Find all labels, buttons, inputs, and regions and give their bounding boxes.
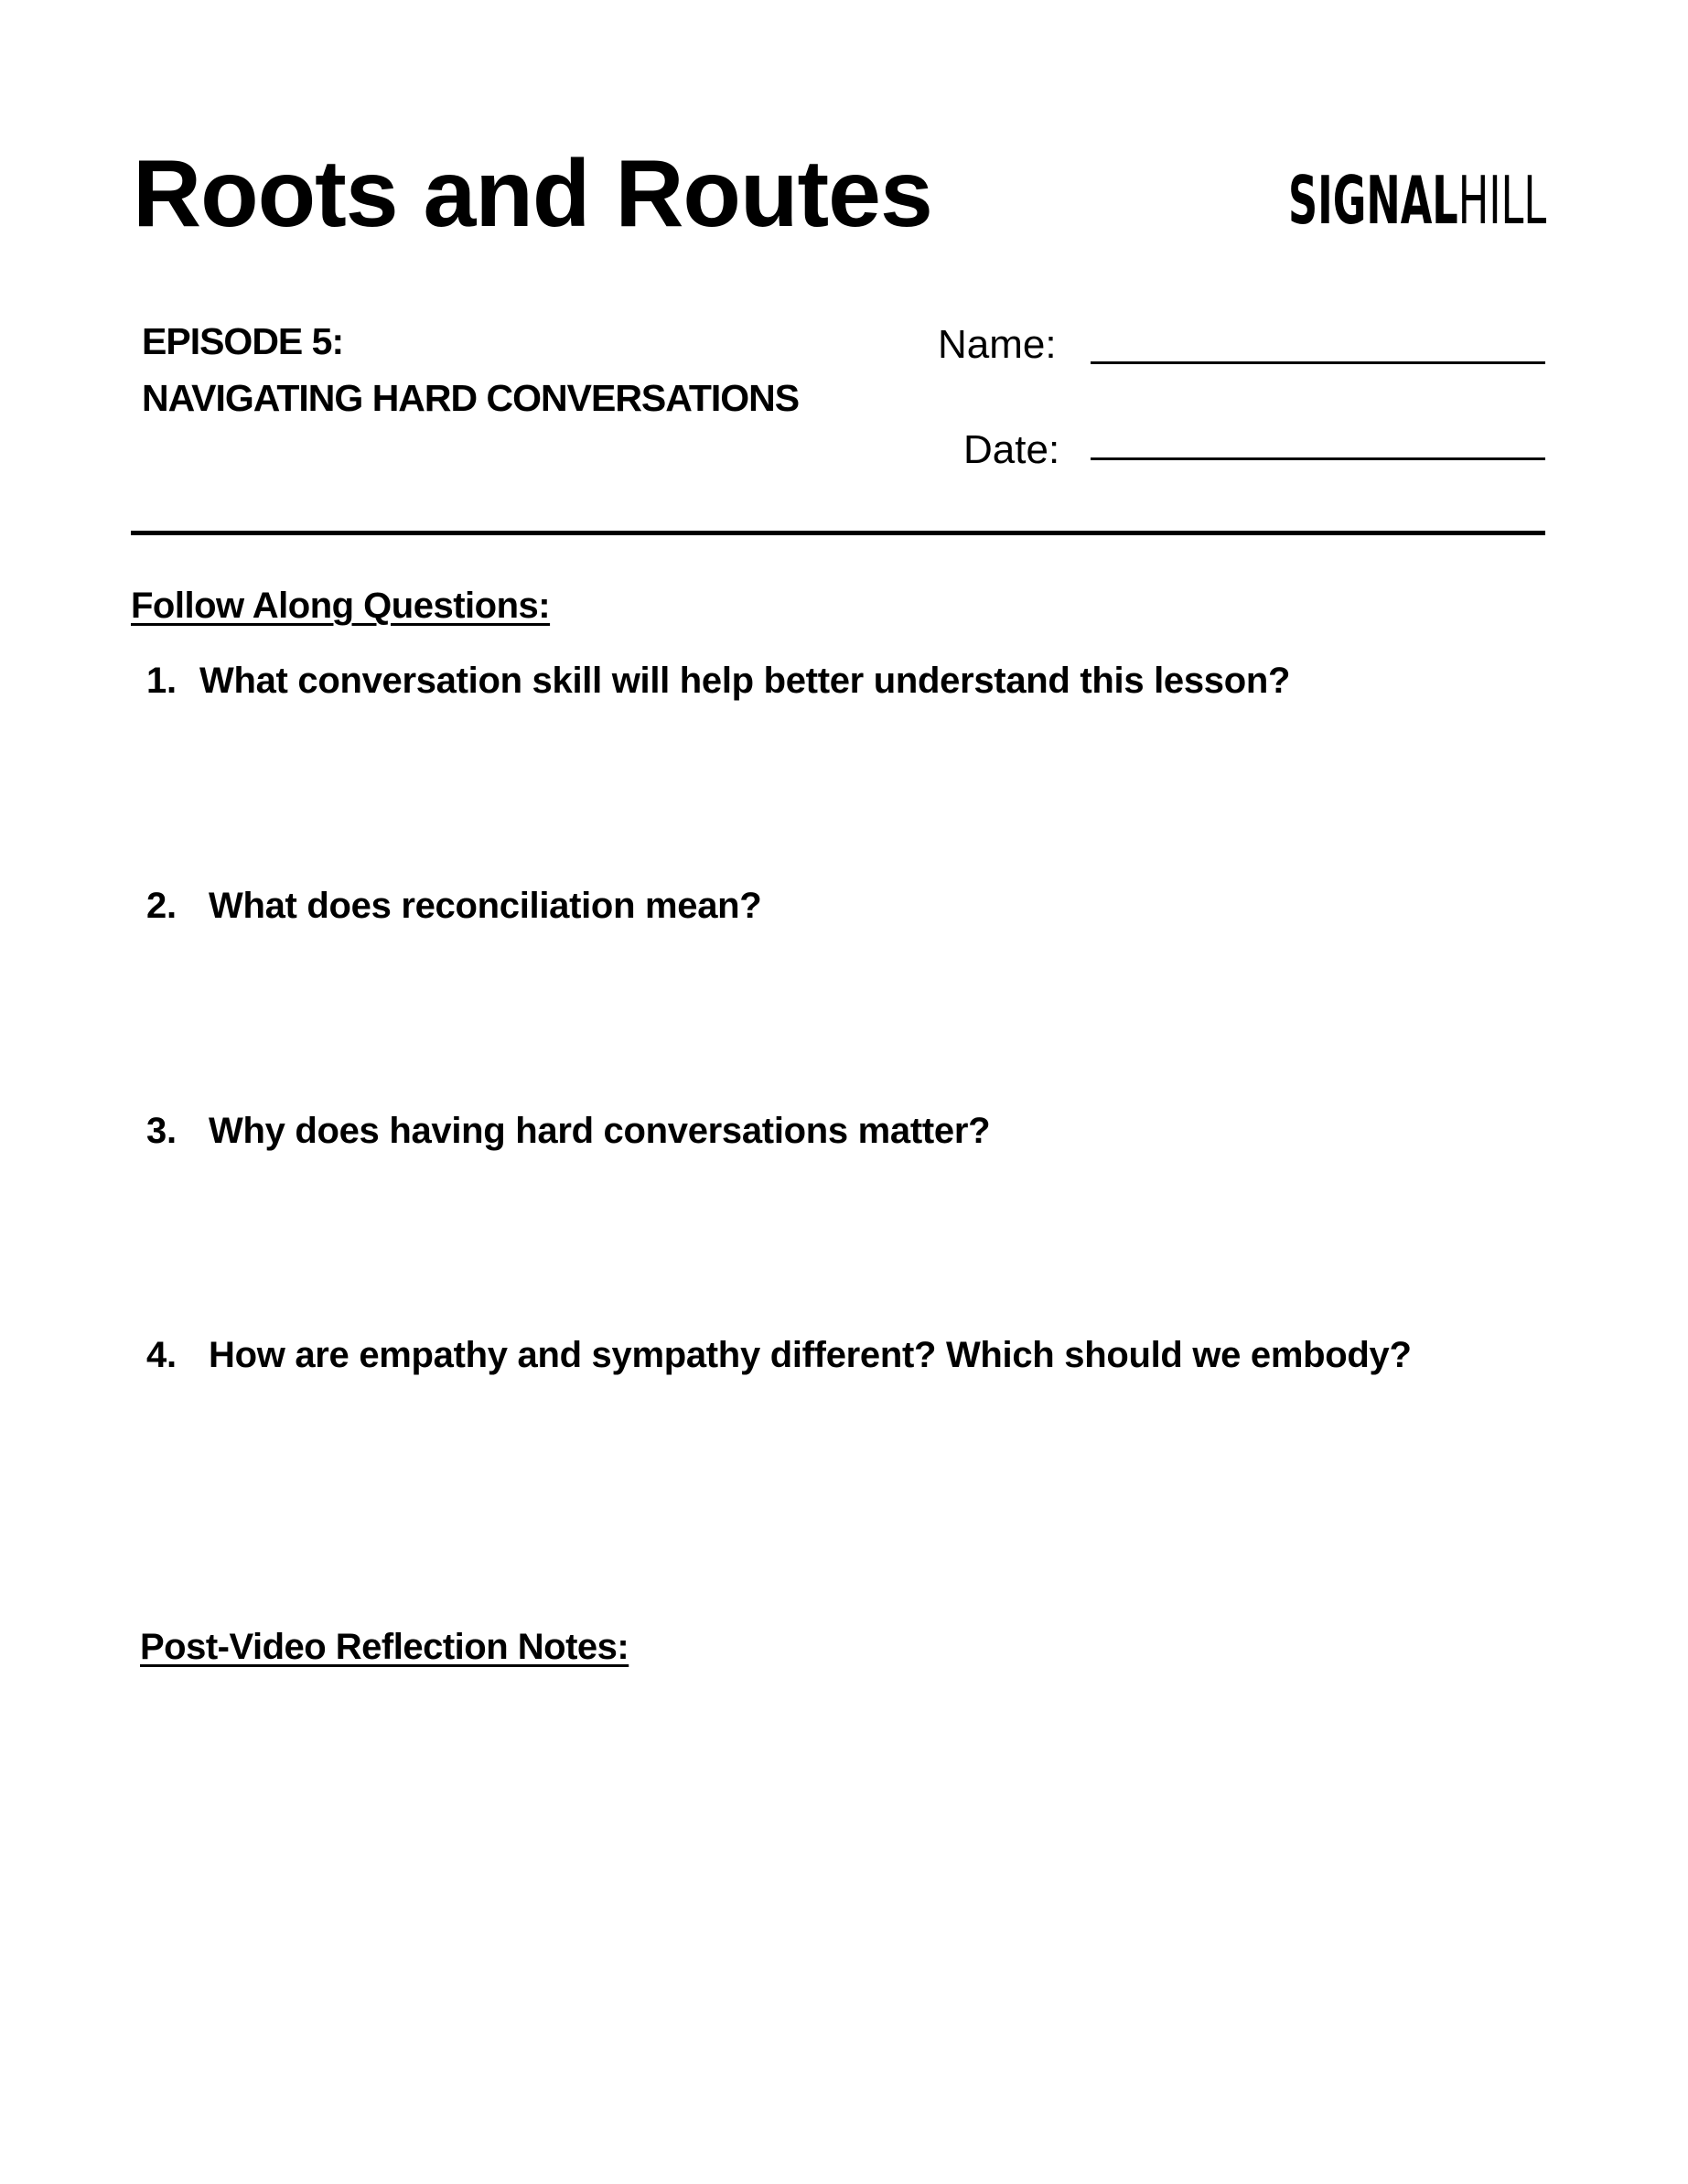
episode-heading — [142, 313, 799, 426]
question-3 — [146, 1113, 990, 1149]
logo-text-hill: HILL — [1457, 162, 1547, 239]
signalhill-logo — [1288, 162, 1547, 239]
question-number: 1. — [146, 661, 177, 701]
follow-along-heading: Follow Along Questions: — [131, 586, 551, 626]
question-number: 3. — [146, 1111, 177, 1151]
question-text: What does reconciliation mean? — [209, 886, 762, 926]
question-text: What conversation skill will help better understand this lesson? — [199, 661, 1291, 701]
date-label: Date: — [963, 427, 1060, 472]
question-text: Why does having hard conversations matter? — [209, 1111, 991, 1151]
logo-text-signal: SIGNAL — [1288, 162, 1458, 239]
date-field[interactable] — [1091, 457, 1545, 460]
question-1 — [146, 662, 1290, 699]
episode-title: NAVIGATING HARD CONVERSATIONS — [142, 377, 800, 419]
name-field[interactable] — [1091, 361, 1545, 364]
question-4 — [146, 1337, 1412, 1373]
document-title: Roots and Routes — [133, 141, 932, 247]
question-2 — [146, 888, 761, 924]
question-number: 4. — [146, 1335, 177, 1375]
question-number: 2. — [146, 886, 177, 926]
header-divider — [131, 531, 1545, 535]
episode-label: EPISODE 5: — [142, 320, 344, 362]
name-label: Name: — [938, 322, 1057, 367]
question-text: How are empathy and sympathy different? Which should we embody? — [209, 1335, 1412, 1375]
reflection-heading: Post-Video Reflection Notes: — [140, 1627, 629, 1667]
